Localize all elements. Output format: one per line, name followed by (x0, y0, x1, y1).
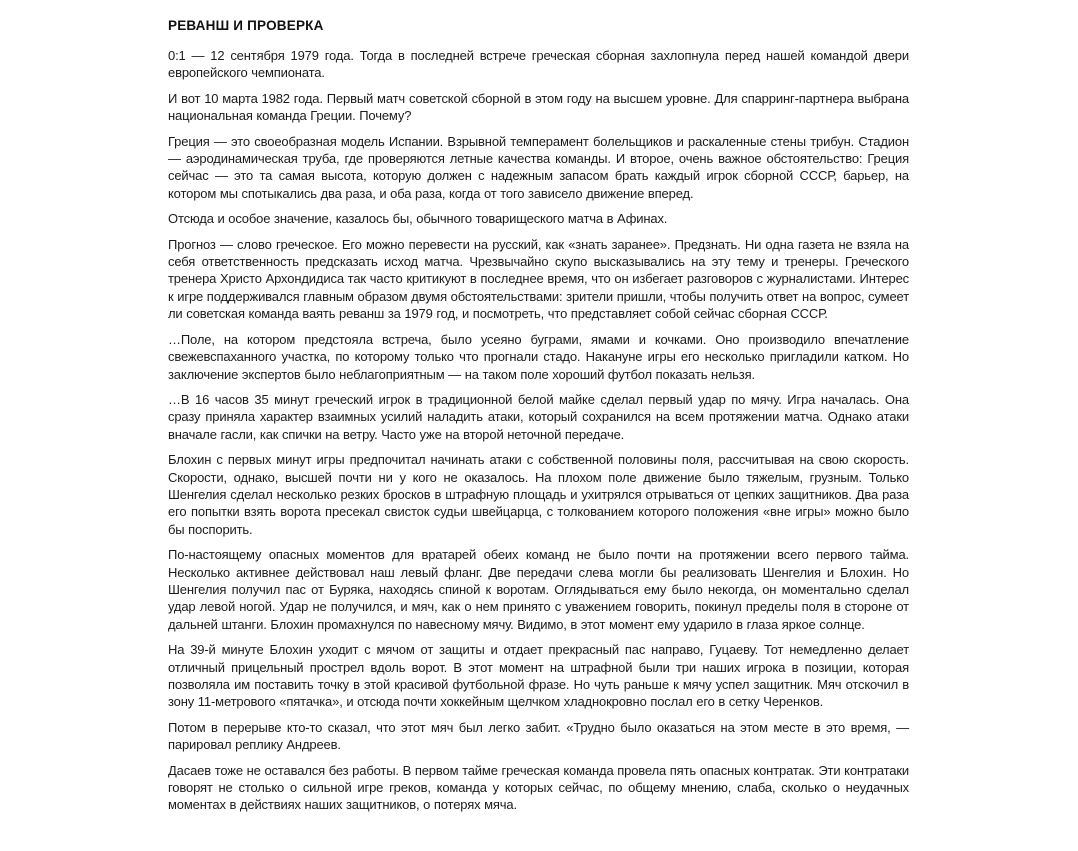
paragraph: …В 16 часов 35 минут греческий игрок в традиционной белой майке сделал первый удар по мячу. Игра началась. Она сразу приняла характер взаимных усилий наладить атаки, который сохранился на всем протяжении матча. Однако атаки вначале гасли, как спички на ветру. Часто уже на второй неточной передаче. (168, 391, 909, 442)
paragraph: Потом в перерыве кто-то сказал, что этот мяч был легко забит. «Трудно было оказаться на этом месте в это время, — парировал реплику Андреев. (168, 719, 909, 753)
article (168, 17, 909, 814)
paragraph: Отсюда и особое значение, казалось бы, обычного товарищеского матча в Афинах. (168, 211, 668, 227)
article-title: РЕВАНШ И ПРОВЕРКА (168, 18, 324, 33)
paragraph: Прогноз — слово греческое. Его можно перевести на русский, как «знать заранее». Предзнать. Ни одна газета не взяла на себя ответственность предсказать исход матча. Чрезвычайно скупо высказывались на эту тему и тренеры. Греческого тренера Христо Архондидиса так часто критикуют в последнее время, что он избегает разговоров с журналистами. Интерес к игре поддерживался главным образом двумя обстоятельствами: зрители пришли, чтобы получить ответ на вопрос, сумеет ли советская команда ваять реванш за 1979 год, и посмотреть, что представляет собой сейчас сборная СССР. (168, 236, 909, 322)
paragraph: …Поле, на котором предстояла встреча, было усеяно буграми, ямами и кочками. Оно производило впечатление свежевспаханного участка, по которому только что прогнали стадо. Накануне игры его несколько пригладили катком. Но заключение экспертов было неблагоприятным — на таком поле хороший футбол показать нельзя. (168, 331, 909, 382)
article-body (168, 47, 909, 814)
paragraph: По-настоящему опасных моментов для вратарей обеих команд не было почти на протяжении всего первого тайма. Несколько активнее действовал наш левый фланг. Две передачи слева могли бы реализовать Шенгелия и Блохин. Но Шенгелия получил пас от Буряка, находясь спиной к воротам. Оглядываться ему было некогда, он моментально сделал удар левой ногой. Удар не получился, и мяч, как о нем принято с уважением говорить, покинул пределы поля в стороне от дальней штанги. Блохин промахнулся по навесному мячу. Видимо, в этот момент ему ударило в глаза яркое солнце. (168, 547, 909, 632)
paragraph: Греция — это своеобразная модель Испании. Взрывной темперамент болельщиков и раскаленные стены трибун. Стадион — аэродинамическая труба, где проверяются летные качества команды. И второе, очень важное обстоятельство: Греция сейчас — это та самая высота, которую должен с надежным запасом брать каждый игрок сборной СССР, барьер, на котором мы спотыкались два раза, и оба раза, когда от того зависело движение вперед. (168, 133, 909, 201)
paragraph: Дасаев тоже не оставался без работы. В первом тайме греческая команда провела пять опасных контратак. Эти контратаки говорят не столько о сильной игре греков, команда у которых сейчас, по общему мнению, слаба, сколько о неудачных моментах в действиях наших защитников, о потерях мяча. (168, 762, 909, 813)
paragraph: Блохин с первых минут игры предпочитал начинать атаки с собственной половины поля, рассчитывая на свою скорость. Скорости, однако, высшей почти ни у кого не оказалось. На плохом поле движение было тяжелым, грузным. Только Шенгелия сделал несколько резких бросков в штрафную площадь и ухитрялся отрываться от цепких защитников. Два раза его попытки взять ворота пресекал свисток судьи швейцарца, с толкованием которого положения «вне игры» можно было бы поспорить. (168, 452, 909, 537)
paragraph: 0:1 — 12 сентября 1979 года. Тогда в последней встрече греческая сборная захлопнула перед нашей командой двери европейского чемпионата. (168, 48, 909, 81)
paragraph: И вот 10 марта 1982 года. Первый матч советской сборной в этом году на высшем уровне. Для спарринг-партнера выбрана национальная команда Греции. Почему? (168, 90, 909, 124)
paragraph: На 39-й минуте Блохин уходит с мячом от защиты и отдает прекрасный пас направо, Гуцаеву. Тот немедленно делает отличный прицельный прострел вдоль ворот. В этот момент на штрафной были три наших игрока в позиции, которая позволяла им поставить точку в этой красивой футбольной фразе. Но чуть раньше к мячу успел защитник. Мяч отскочил в зону 11-метрового «пятачка», и отсюда почти хоккейным щелчком хладнокровно послал его в сетку Черенков. (168, 642, 909, 710)
